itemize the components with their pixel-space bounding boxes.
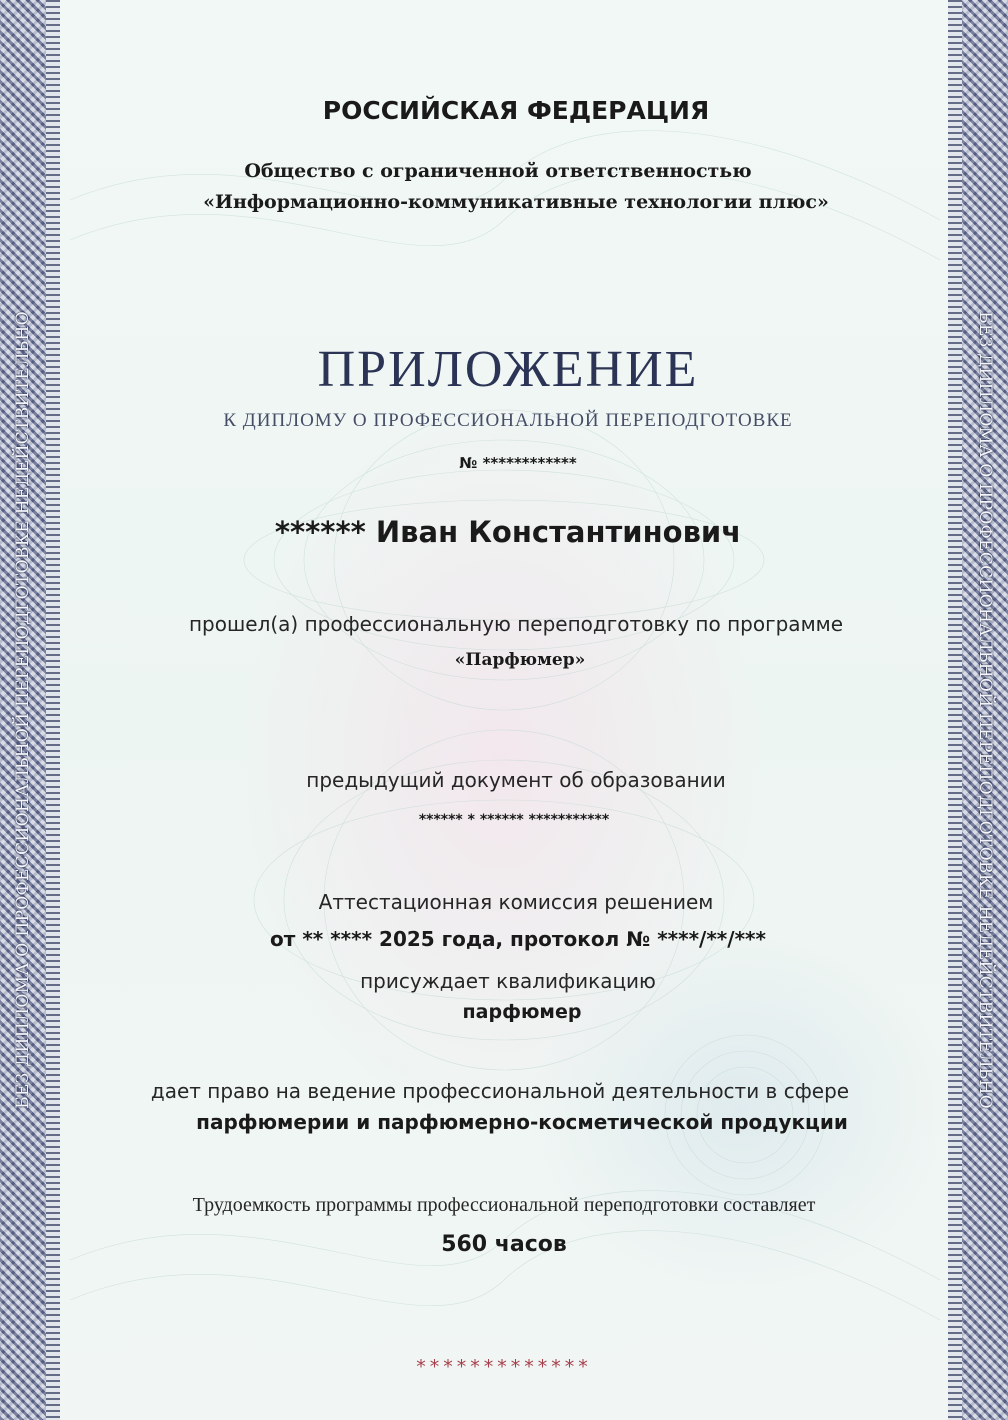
holder-name: ****** Иван Константинович (274, 515, 742, 549)
organization-line-1: Общество с ограниченной ответственностью (244, 160, 752, 182)
right-border-text: БЕЗ ДИПЛОМА О ПРОФЕССИОНАЛЬНОЙ ПЕРЕПОДГОТОВКЕ НЕДЕЙСТВИТЕЛЬНО (975, 311, 996, 1109)
qualification-value: парфюмер (462, 1001, 582, 1023)
awards-qualification-text: присуждает квалификацию (360, 969, 656, 993)
previous-document-label: предыдущий документ об образовании (306, 768, 726, 792)
footer-serial-mark: ************* (416, 1356, 592, 1378)
protocol-text: от ** **** 2025 года, протокол № ****/**/*** (270, 927, 766, 951)
program-name: «Парфюмер» (454, 650, 586, 670)
document-number: № ************ (459, 454, 577, 472)
passed-training-text: прошел(а) профессиональную переподготовку по программе (188, 612, 844, 636)
organization-line-2: «Информационно-коммуникативные технологии плюс» (203, 191, 829, 213)
left-border-text: БЕЗ ДИПЛОМА О ПРОФЕССИОНАЛЬНОЙ ПЕРЕПОДГОТОВКЕ НЕДЕЙСТВИТЕЛЬНО (13, 311, 34, 1109)
commission-text: Аттестационная комиссия решением (318, 890, 714, 914)
previous-document-value: ****** * ****** *********** (418, 812, 610, 828)
program-hours: 560 часов (441, 1232, 567, 1257)
document-subtitle: К ДИПЛОМУ О ПРОФЕССИОНАЛЬНОЙ ПЕРЕПОДГОТОВКЕ (223, 410, 793, 431)
document-title: ПРИЛОЖЕНИЕ (317, 341, 699, 398)
professional-right-text: дает право на ведение профессиональной деятельности в сфере (150, 1079, 850, 1103)
professional-sphere: парфюмерии и парфюмерно-косметической продукции (196, 1110, 848, 1134)
labor-intensity-text: Трудоемкость программы профессиональной переподготовки составляет (192, 1194, 816, 1216)
country-heading: РОССИЙСКАЯ ФЕДЕРАЦИЯ (322, 96, 710, 125)
